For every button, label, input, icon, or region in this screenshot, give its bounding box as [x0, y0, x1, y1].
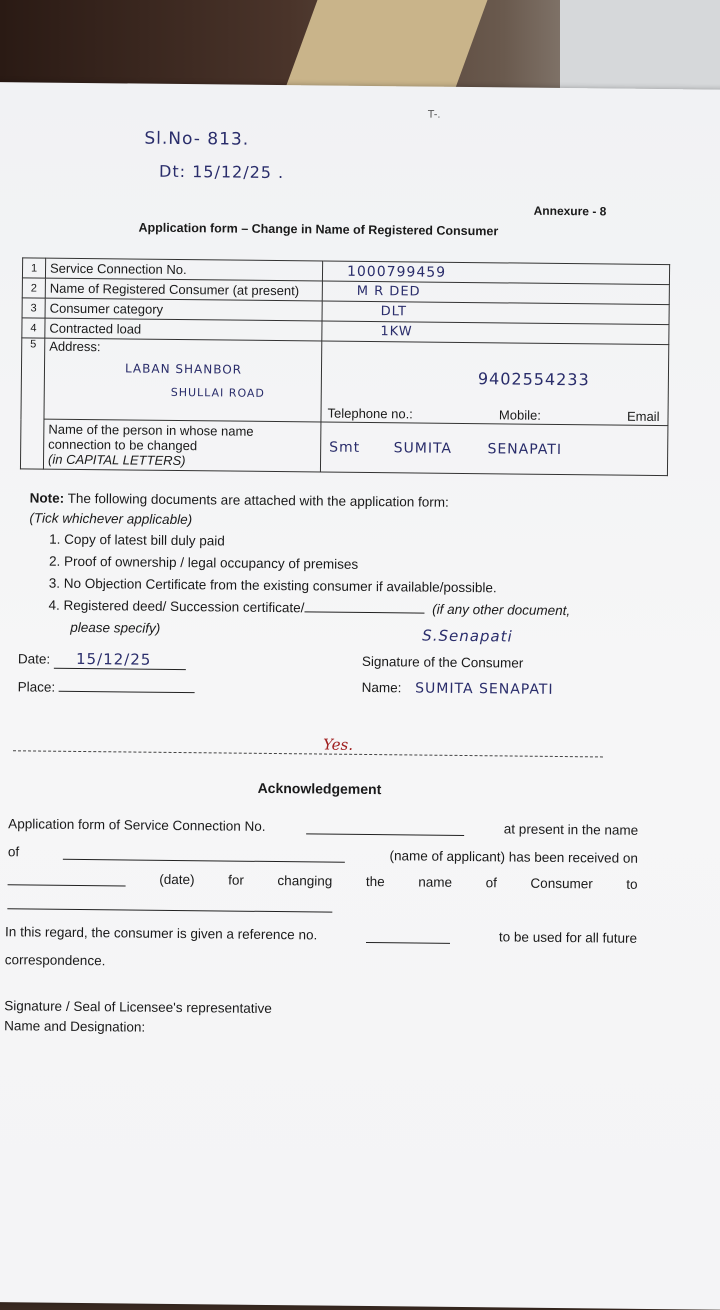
- mobile-value: 9402554233: [477, 369, 590, 390]
- row-number: 3: [22, 298, 45, 318]
- note-item-4: [48, 598, 570, 618]
- name-field: [362, 680, 554, 698]
- service-connection-value: 1000799459: [322, 261, 669, 285]
- row-number: 4: [22, 318, 45, 338]
- row-number: 1: [22, 258, 45, 278]
- new-name-label-cell: [43, 419, 321, 472]
- yes-mark: Yes.: [322, 735, 354, 754]
- signature-label: Signature of the Consumer: [361, 653, 524, 671]
- new-name-first: SUMITA: [393, 439, 453, 457]
- ack-word: (date): [159, 871, 195, 888]
- annexure-label: Annexure - 8: [533, 203, 607, 219]
- ack-line4: [5, 924, 637, 946]
- ack-line1-b: at present in the name: [503, 821, 639, 838]
- ack-line4-b: to be used for all future: [498, 929, 638, 946]
- table-row-address: [21, 338, 669, 426]
- consumer-signature: S.Senapati: [422, 626, 513, 646]
- ack-line2-b: (name of applicant) has been received on: [389, 848, 638, 866]
- ack-word: to: [626, 876, 638, 892]
- new-name-label-line2: connection to be changed: [48, 436, 198, 454]
- address-line2: SHULLAI ROAD: [170, 385, 266, 400]
- ack-word: Consumer: [530, 875, 593, 892]
- contact-cell: [321, 341, 669, 426]
- new-name-last: SENAPATI: [487, 440, 563, 458]
- telephone-label: Telephone no.:: [327, 405, 413, 422]
- divider: [13, 750, 603, 757]
- date-field: [18, 649, 186, 670]
- address-label: Address:: [49, 338, 101, 355]
- name-label: Name:: [361, 679, 402, 696]
- note-tick: (Tick whichever applicable): [29, 510, 193, 528]
- address-line1: LABAN SHANBOR: [124, 361, 243, 377]
- date-value: 15/12/25: [54, 650, 186, 670]
- note-item: 1. Copy of latest bill duly paid: [49, 531, 225, 549]
- date-label: Date:: [17, 651, 51, 667]
- note-item: 3. No Objection Certificate from the existing consumer if available/possible.: [48, 575, 497, 596]
- note-item4-suffix: (if any other document,: [432, 601, 571, 619]
- registered-consumer-value: M R DED: [322, 281, 669, 305]
- date-note: Dt: 15/12/25 .: [158, 161, 285, 183]
- ack-line4-a: In this regard, the consumer is given a reference no.: [5, 924, 318, 943]
- ack-word: changing: [277, 873, 333, 889]
- note-title: Note:: [29, 490, 65, 506]
- consumer-form-table: [20, 257, 670, 476]
- top-mark: T-.: [427, 108, 441, 121]
- ack-line2-a: of: [7, 844, 20, 860]
- note-item4-cont: please specify): [70, 619, 161, 636]
- row-label: Name of Registered Consumer (at present): [45, 278, 322, 301]
- page-title: Application form – Change in Name of Registered Consumer: [138, 220, 499, 239]
- new-name-label-line3: (in CAPITAL LETTERS): [47, 451, 186, 469]
- ack-signature: Signature / Seal of Licensee's representative: [4, 998, 272, 1017]
- ack-designation: Name and Designation:: [4, 1018, 146, 1035]
- row-label: Contracted load: [45, 318, 322, 341]
- email-label: Email: [626, 408, 660, 425]
- ack-word: name: [418, 874, 453, 890]
- ack-word: for: [228, 872, 244, 888]
- row-label: Service Connection No.: [45, 258, 322, 281]
- row-number: 5: [20, 338, 44, 469]
- mobile-label: Mobile:: [498, 407, 541, 423]
- contracted-load-value: 1KW: [322, 321, 669, 345]
- new-name-value: [320, 422, 668, 476]
- ack-title: Acknowledgement: [257, 779, 382, 798]
- note-item: 4. Registered deed/ Succession certificate/: [48, 597, 305, 616]
- table-row-new-name: [20, 419, 667, 476]
- ack-line2: [8, 844, 638, 866]
- background-folder: [283, 0, 488, 96]
- name-value: SUMITA SENAPATI: [415, 680, 554, 698]
- ack-line5: correspondence.: [4, 952, 106, 969]
- row-number: 2: [22, 278, 45, 298]
- sl-no-note: Sl.No- 813.: [144, 128, 250, 150]
- ack-word: of: [485, 875, 497, 891]
- new-name-prefix: Smt: [329, 439, 361, 456]
- note-text: The following documents are attached with the application form:: [67, 490, 449, 510]
- ack-line3: [8, 870, 638, 892]
- document-sheet: [0, 82, 720, 1310]
- place-label: Place:: [17, 679, 56, 695]
- consumer-category-value: DLT: [322, 301, 669, 325]
- note-item: 2. Proof of ownership / legal occupancy of premises: [48, 553, 359, 572]
- background-paper-corner: [560, 0, 720, 90]
- ack-line1-a: Application form of Service Connection No.: [8, 816, 266, 834]
- row-label: Consumer category: [45, 298, 322, 321]
- ack-word: the: [365, 873, 385, 890]
- new-name-label-line1: Name of the person in whose name: [48, 421, 254, 439]
- ack-blank-line: [7, 908, 332, 912]
- address-cell: [44, 338, 322, 422]
- place-field: [18, 676, 195, 696]
- ack-line1: [8, 816, 638, 838]
- contact-labels: [325, 406, 663, 426]
- note-heading: [30, 490, 449, 509]
